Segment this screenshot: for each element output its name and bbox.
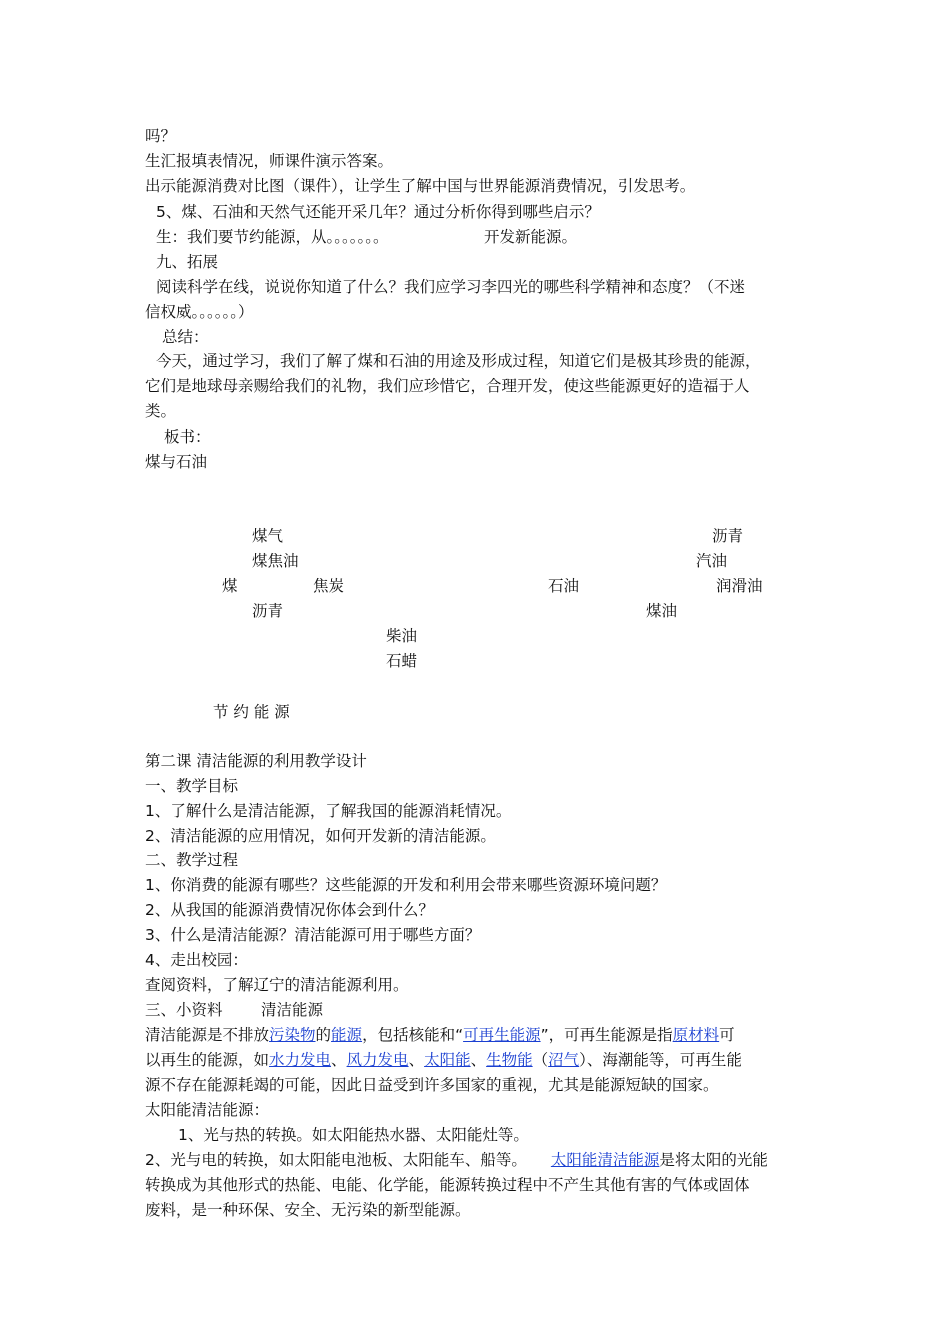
paragraph-line: [145, 1025, 735, 1045]
paragraph-line: 源不存在能源耗竭的可能，因此日益受到许多国家的重视，尤其是能源短缺的国家。: [145, 1076, 719, 1094]
link-renewable-energy[interactable]: 可再生能源: [463, 1026, 541, 1044]
link-wind-power[interactable]: 风力发电: [346, 1051, 409, 1069]
text-line: 阅读科学在线，说说你知道了什么？我们应学习李四光的哪些科学精神和态度？（不迷: [156, 278, 746, 296]
diagram-label: 煤: [222, 577, 238, 595]
text-line: 总结：: [162, 328, 209, 346]
section-heading: 一、教学目标: [145, 777, 239, 795]
diagram-label: 煤焦油: [252, 552, 299, 570]
text-line: 1、你消费的能源有哪些？这些能源的开发和利用会带来哪些资源环境问题？: [145, 876, 667, 894]
text-line: 它们是地球母亲赐给我们的礼物，我们应珍惜它，合理开发，使这些能源更好的造福于人: [145, 377, 750, 395]
diagram-label: 煤气: [252, 527, 284, 545]
text: ）、海潮能等，可再生能: [579, 1051, 742, 1069]
text: 可: [719, 1026, 735, 1044]
link-solar-clean-energy[interactable]: 太阳能清洁能源: [550, 1151, 660, 1169]
text-line: 出示能源消费对比图（课件），让学生了解中国与世界能源消费情况，引发思考。: [145, 177, 696, 195]
text-line: 太阳能清洁能源：: [145, 1101, 270, 1119]
paragraph-line: [145, 1050, 742, 1070]
text-line: 废料，是一种环保、安全、无污染的新型能源。: [145, 1201, 471, 1219]
text-line: 信权威。。。。。。）: [145, 303, 254, 321]
text: （: [532, 1051, 549, 1069]
text-line: 2、从我国的能源消费情况你体会到什么？: [145, 901, 434, 919]
link-pollutant[interactable]: 污染物: [269, 1026, 316, 1044]
text-line: 1、光与热的转换。如太阳能热水器、太阳能灶等。: [178, 1126, 529, 1144]
text-fragment: 开发新能源。: [484, 228, 578, 246]
diagram-label: 沥青: [252, 602, 284, 620]
diagram-label: 柴油: [386, 627, 418, 645]
text: 是将太阳的光能: [659, 1151, 768, 1169]
paragraph-line: [145, 1150, 768, 1170]
link-biogas[interactable]: 沼气: [548, 1051, 580, 1069]
section-subheading: 清洁能源: [261, 1001, 324, 1019]
text-line: 转换成为其他形式的热能、电能、化学能，能源转换过程中不产生其他有害的气体或固体: [145, 1176, 750, 1194]
text: 、: [470, 1051, 487, 1069]
text-line: 煤与石油: [145, 453, 208, 471]
diagram-slogan: 节 约 能 源: [213, 703, 290, 721]
text: ”，可再生能源是指: [540, 1026, 673, 1044]
text-line: 2、清洁能源的应用情况，如何开发新的清洁能源。: [145, 827, 496, 845]
diagram-label: 石蜡: [386, 652, 418, 670]
text-line: 4、走出校园：: [145, 951, 248, 969]
diagram-label: 石油: [548, 577, 580, 595]
lesson-title: 第二课 清洁能源的利用教学设计: [145, 752, 367, 770]
text-line: 3、什么是清洁能源？清洁能源可用于哪些方面？: [145, 926, 481, 944]
text: 、: [331, 1051, 347, 1069]
text-line: 1、了解什么是清洁能源，了解我国的能源消耗情况。: [145, 802, 512, 820]
link-energy[interactable]: 能源: [331, 1026, 363, 1044]
text-line: 生：我们要节约能源，从。。。。。。。: [156, 228, 389, 246]
diagram-label: 沥青: [712, 527, 744, 545]
text-line: 类。: [145, 402, 177, 420]
diagram-label: 焦炭: [313, 577, 345, 595]
text: 以再生的能源，如: [145, 1051, 270, 1069]
text-line: 板书：: [164, 428, 211, 446]
diagram-label: 煤油: [646, 602, 678, 620]
text: 清洁能源是不排放: [145, 1026, 270, 1044]
text-line: 吗？: [145, 127, 177, 145]
link-solar-energy[interactable]: 太阳能: [424, 1051, 471, 1069]
section-heading: 二、教学过程: [145, 851, 239, 869]
text-line: 生汇报填表情况，师课件演示答案。: [145, 152, 394, 170]
diagram-label: 汽油: [696, 552, 728, 570]
section-heading: 九、拓展: [156, 253, 219, 271]
diagram-label: 润滑油: [716, 577, 763, 595]
section-heading: 三、小资料: [145, 1001, 223, 1019]
link-hydropower[interactable]: 水力发电: [269, 1051, 332, 1069]
text-line: 今天，通过学习，我们了解了煤和石油的用途及形成过程，知道它们是极其珍贵的能源，: [156, 352, 761, 370]
text: 的: [315, 1026, 332, 1044]
text: 2、光与电的转换，如太阳能电池板、太阳能车、船等。: [145, 1151, 527, 1169]
text: 、: [408, 1051, 425, 1069]
text: ，包括核能和“: [362, 1026, 464, 1044]
link-raw-material[interactable]: 原材料: [672, 1026, 720, 1044]
text-line: 5、煤、石油和天然气还能开采几年？通过分析你得到哪些启示？: [156, 203, 600, 221]
link-bioenergy[interactable]: 生物能: [486, 1051, 533, 1069]
text-line: 查阅资料，了解辽宁的清洁能源利用。: [145, 976, 409, 994]
